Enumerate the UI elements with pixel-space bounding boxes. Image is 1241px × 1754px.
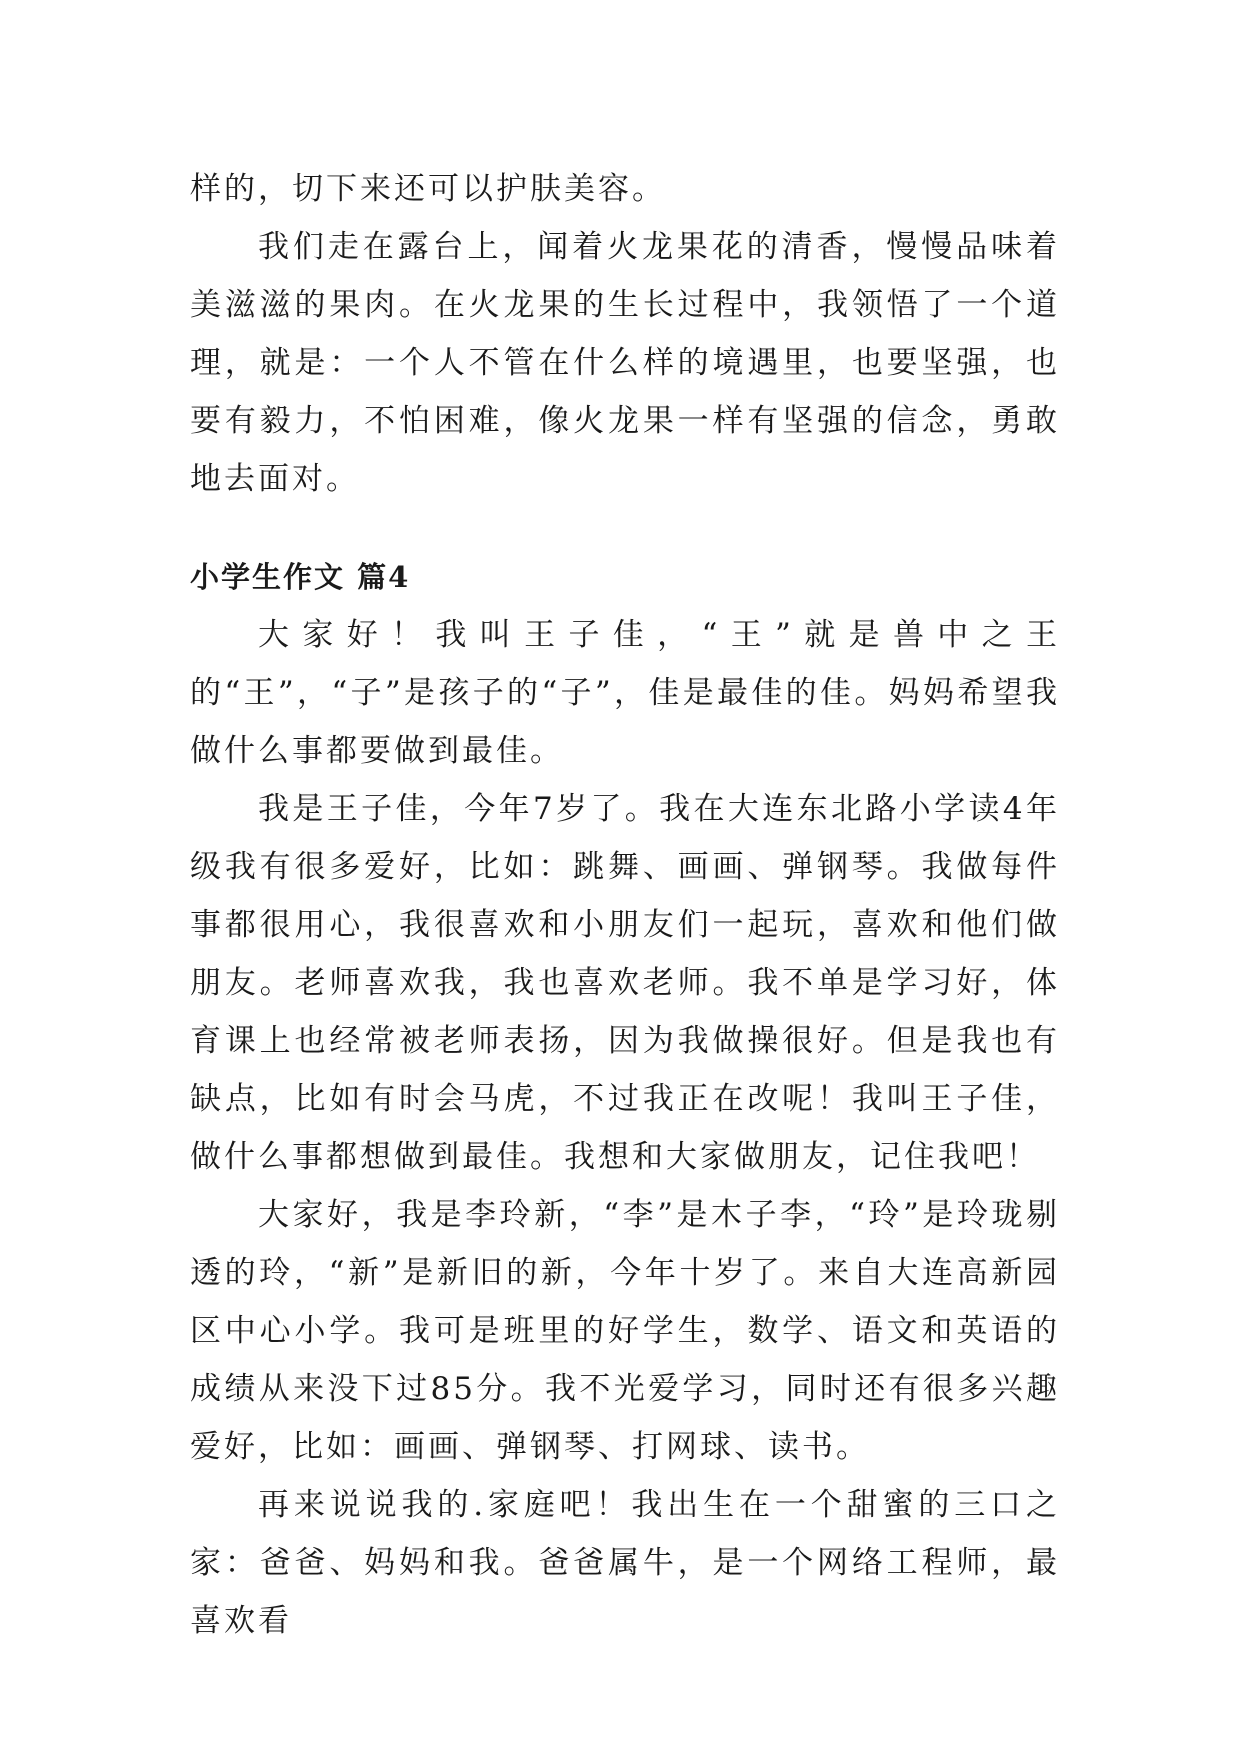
section-heading: 小学生作文 篇4 — [190, 560, 411, 594]
document-body — [190, 160, 1060, 1650]
paragraph-conclusion: 我们走在露台上，闻着火龙果花的清香，慢慢品味着美滋滋的果肉。在火龙果的生长过程中，我领悟了一个道理，就是：一个人不管在什么样的境遇里，也要坚强，也要有毅力，不怕困难，像火龙果一样有坚强的信念，勇敢地去面对。 — [190, 229, 1060, 497]
paragraph-family: 再来说说我的.家庭吧！我出生在一个甜蜜的三口之家：爸爸、妈妈和我。爸爸属牛，是一个网络工程师，最喜欢看 — [190, 1487, 1060, 1639]
paragraph-intro-lilingxin: 大家好，我是李玲新，“李”是木子李，“玲”是玲珑剔透的玲，“新”是新旧的新，今年十岁了。来自大连高新园区中心小学。我可是班里的好学生，数学、语文和英语的成绩从来没下过85分。我不光爱学习，同时还有很多兴趣爱好，比如：画画、弹钢琴、打网球、读书。 — [190, 1197, 1060, 1465]
section-spacer — [190, 508, 1060, 548]
paragraph-continued: 样的，切下来还可以护肤美容。 — [190, 171, 666, 207]
paragraph-about-wangzijia: 我是王子佳，今年7岁了。我在大连东北路小学读4年级我有很多爱好，比如：跳舞、画画、弹钢琴。我做每件事都很用心，我很喜欢和小朋友们一起玩，喜欢和他们做朋友。老师喜欢我，我也喜欢老师。我不单是学习好，体育课上也经常被老师表扬，因为我做操很好。但是我也有缺点，比如有时会马虎，不过我正在改呢！我叫王子佳，做什么事都想做到最佳。我想和大家做朋友，记住我吧！ — [190, 791, 1060, 1175]
paragraph-intro-wangzijia: 大家好！我叫王子佳，“王”就是兽中之王的“王”，“子”是孩子的“子”，佳是最佳的佳。妈妈希望我做什么事都要做到最佳。 — [190, 617, 1060, 769]
